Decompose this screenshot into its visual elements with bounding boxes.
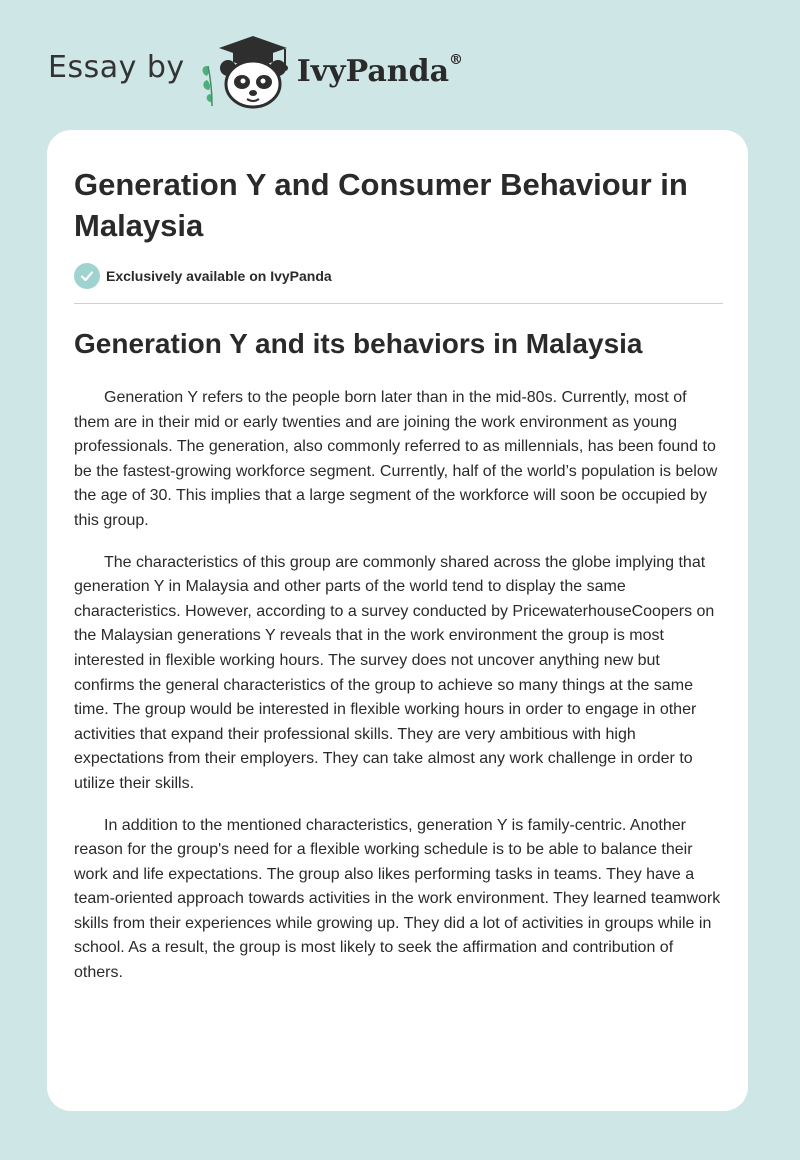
divider bbox=[74, 303, 723, 304]
paragraph-2: The characteristics of this group are commonly shared across the globe implying that generation Y in Malaysia and other parts of the world tend to display the same characteristics. However, according to a survey conducted by PricewaterhouseCoopers on the Malaysian generations Y reveals that in the work environment the group is most interested in flexible working hours. The survey does not uncover anything new but confirms the general characteristics of the group to achieve so many things at the same time. The group would be interested in flexible working hours in order to engage in other activities that expand their professional skills. They are very ambitious with high expectations from their employers. They can take almost any work challenge in order to utilize their skills. bbox=[74, 553, 715, 792]
paragraph-3: In addition to the mentioned characteristics, generation Y is family-centric. Another reason for the group's need for a flexible working schedule is to be able to balance their work and life expectations. The group also likes performing tasks in teams. They have a team-oriented approach towards activities in the work environment. They learned teamwork skills from their experiences while growing up. They did a lot of activities in groups while in school. As a result, the group is most likely to seek the affirmation and contribution of others. bbox=[74, 816, 721, 982]
brand-name[interactable]: IvyPanda® bbox=[296, 51, 464, 89]
exclusive-badge bbox=[74, 263, 332, 289]
paragraph-1: Generation Y refers to the people born later than in the mid-80s. Currently, most of them are in their mid or early twenties and are joining the work environment as young professionals. The generation, also commonly referred to as millennials, has been found to be the fastest-growing workforce segment. Currently, half of the world’s population is below the age of 30. This implies that a large segment of the workforce will soon be occupied by this group. bbox=[74, 389, 718, 529]
site-header bbox=[48, 30, 463, 110]
ivypanda-logo-icon[interactable] bbox=[197, 30, 293, 110]
page-title: Generation Y and Consumer Behaviour in Malaysia bbox=[74, 167, 688, 243]
exclusive-label: Exclusively available on IvyPanda bbox=[106, 268, 332, 284]
essay-by-label: Essay by bbox=[48, 49, 185, 85]
check-icon bbox=[74, 263, 100, 289]
article-body bbox=[74, 386, 724, 1003]
section-heading: Generation Y and its behaviors in Malaysia bbox=[74, 328, 643, 359]
essay-card bbox=[47, 130, 748, 1111]
